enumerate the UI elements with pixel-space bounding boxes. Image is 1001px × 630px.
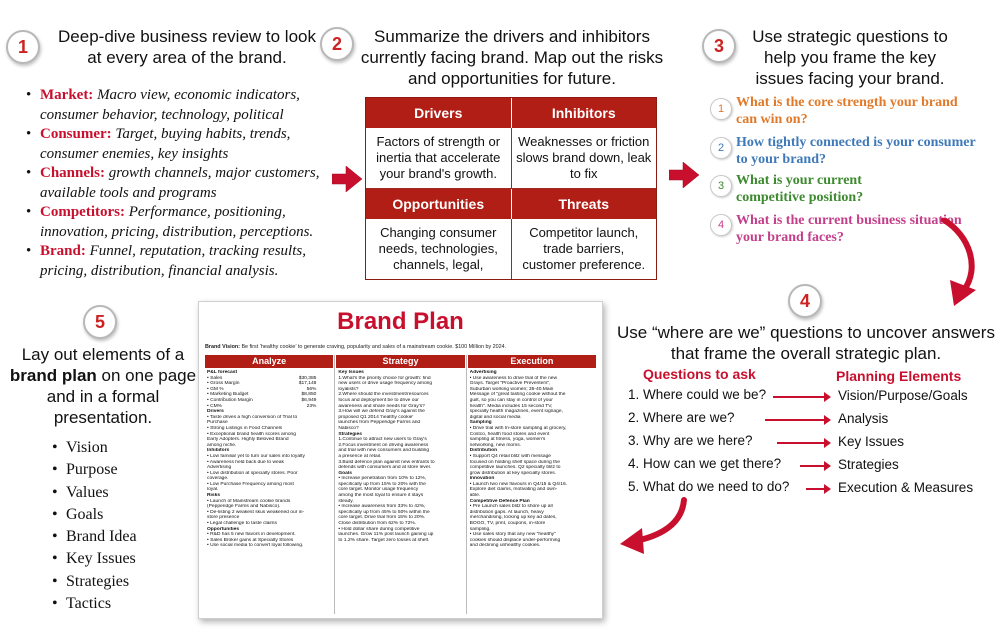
brand-plan-columns [204, 355, 597, 614]
drivers-header: Drivers [366, 98, 512, 128]
analyze-header: Analyze [205, 355, 333, 368]
section-heading: Competitive Defence Plan [469, 498, 530, 504]
plan-line: health". Media includes 15 second TV, [469, 403, 553, 409]
execution-column [467, 355, 597, 614]
plan-line: loyal. [207, 487, 219, 493]
arrow-right-icon [773, 396, 829, 398]
step-3-heading: Use strategic questions to help you frame the key issues facing your brand. [752, 27, 948, 88]
step-4-heading: Use “where are we” questions to uncover answers that frame the overall strategic plan. [617, 323, 995, 363]
section-heading: Risks [207, 493, 221, 499]
question-3-badge: 3 [710, 175, 732, 197]
review-area-key: Brand: [40, 243, 86, 259]
plan-line: digital and social media [469, 414, 521, 420]
plan-line: focus and deployment be to drive our [338, 397, 419, 403]
section-heading: Drivers [207, 409, 224, 415]
plan-line: Explore diet claims, motivating and own- [469, 487, 558, 493]
plan-line: 2.Where should the investment/resources [338, 392, 429, 398]
plan-line: launches from Pepperidge Farms and [338, 420, 421, 426]
plan-line: • Exceptional brand health scores among [207, 431, 296, 437]
plan-line: • Low Purchase Frequency among most [207, 481, 294, 487]
arrow-right-icon [806, 488, 829, 490]
opportunities-header: Opportunities [366, 189, 512, 219]
review-area-text: Macro view, economic indicators, consumer behavior, technology, political [40, 87, 300, 123]
plan-element-item: • Vision [50, 437, 190, 459]
plan-line: • Hold dollar share during competitive [338, 526, 420, 532]
plan-line: new users or drive usage frequency among [338, 381, 433, 387]
review-area-key: Consumer: [40, 126, 112, 142]
plan-line: • R&D has 5 new flavors in development. [207, 532, 296, 538]
plan-line: sampling at fitness, yoga, women's [469, 437, 546, 443]
drivers-inhibitors-grid [365, 97, 657, 280]
step-1-list [24, 86, 332, 281]
curved-arrow-icon [616, 496, 696, 560]
pl-value: 56% [306, 386, 317, 392]
plan-line: Early Adopters. Highly Beloved Brand [207, 437, 289, 443]
step-5-heading: Lay out elements of a brand plan on one page and in a formal presentation. [9, 345, 197, 427]
plan-line: steady. [338, 498, 354, 504]
plan-line: • Launch two new flavours in Q4/15 & Q4/16. [469, 481, 568, 487]
plan-element-item: • Strategies [50, 571, 190, 593]
question-1-badge: 1 [710, 98, 732, 120]
plan-line: Costco, health food stores and event [469, 431, 550, 437]
arrow-right-icon [765, 419, 829, 421]
plan-line: Grays. Target "Proactive Preventers", [469, 381, 551, 387]
plan-line: • Support Q4 retail blitz with message [469, 453, 552, 459]
planning-element-1: Vision/Purpose/Goals [838, 388, 968, 403]
review-area-item [24, 125, 332, 164]
plan-line: a presence at retail. [338, 453, 382, 459]
question-row-3: 3. Why are we here? [628, 433, 753, 448]
plan-element-item: • Key Issues [50, 548, 190, 570]
plan-line: • Use social media to convert loyal following. [207, 543, 304, 549]
strategy-column [335, 355, 466, 614]
plan-element-item: • Tactics [50, 593, 190, 615]
plan-line: competitive launches. Q2 specialty blitz to [469, 465, 561, 471]
plan-line: specialty health magazines, event signage, [469, 409, 563, 415]
plan-line: core target. Drive trial from 15% to 20%. [338, 515, 426, 521]
plan-line: and declining unhealthy cookies. [469, 543, 541, 549]
plan-line: cookies should displace under-performing [469, 537, 561, 543]
questions-column-header: Questions to ask [643, 366, 756, 382]
execution-body [467, 368, 597, 551]
plan-line: 1.What's the priority choice for growth: find [338, 375, 431, 381]
plan-line: awareness and share needs for Gray's? [338, 403, 425, 409]
strategic-question-3: What is your current competitive position? [736, 173, 864, 205]
step-1-badge: 1 [6, 30, 40, 64]
review-area-item [24, 203, 332, 242]
plan-line: Advertising [207, 465, 232, 471]
plan-line: Nabisco? [338, 425, 359, 431]
plan-element-item: • Goals [50, 504, 190, 526]
plan-line: 1.Continue to attract new users to Gray's [338, 437, 427, 443]
pl-label: • Marketing Budget [207, 392, 249, 398]
inhibitors-text: Weaknesses or friction slows brand down, leak to fix [512, 128, 657, 188]
plan-line: • Drive trial with In-store sampling at grocery, [469, 425, 567, 431]
plan-line: • Taste drives a high conversion of Trial to [207, 414, 298, 420]
plan-line: focused on holding shelf space during the [469, 459, 560, 465]
review-area-text: Target, buying habits, trends, consumer enemies, key insights [40, 126, 291, 162]
pl-label: • Contribution Margin [207, 397, 253, 403]
section-heading: Distribution [469, 448, 498, 454]
plan-line: guilt, so you can stay in control of your [469, 397, 553, 403]
pl-value: $8,850 [301, 392, 317, 398]
plan-line: Purchase [207, 420, 228, 426]
arrow-right-icon [332, 166, 362, 192]
opportunities-text: Changing consumer needs, technologies, channels, legal, [366, 219, 512, 279]
pl-label: • GM % [207, 386, 224, 392]
plan-line: 3.Build defence plan against new entrants to [338, 459, 435, 465]
plan-line: • Increase awareness from 33% to 42%, [338, 504, 426, 510]
brand-plan-elements-list [50, 437, 190, 615]
pl-value: 23% [306, 403, 317, 409]
plan-line: (Pepperidge Farms and Nabisco). [207, 504, 281, 510]
pl-value: $30,385 [298, 375, 317, 381]
question-4-badge: 4 [710, 214, 732, 236]
plan-line: • Strong Listings in Food Channels [207, 425, 283, 431]
plan-line: specifically up from 15% to 20% with the [338, 481, 426, 487]
analyze-body [204, 368, 334, 551]
plan-line: sampling. [469, 526, 491, 532]
pl-label: • Sales [207, 375, 223, 381]
planning-element-2: Analysis [838, 411, 889, 426]
drivers-text: Factors of strength or inertia that accelerate your brand's growth. [366, 128, 512, 188]
section-heading: Innovation [469, 476, 495, 482]
strategic-question-2: How tightly connected is your consumer to your brand? [736, 135, 976, 167]
pl-value: $17,148 [298, 381, 317, 387]
plan-element-item: • Brand Idea [50, 526, 190, 548]
plan-line: 2.Focus investment on driving awareness [338, 442, 429, 448]
question-row-2: 2. Where are we? [628, 410, 735, 425]
plan-line: coverage. [207, 476, 229, 482]
arrow-right-icon [669, 162, 699, 188]
plan-line: loyalists? [338, 386, 359, 392]
plan-line: merchandising, locking up key ad dates, [469, 515, 557, 521]
review-area-item [24, 242, 332, 281]
strategic-question-1: What is the core strength your brand can win on? [736, 95, 958, 127]
arrow-right-icon [800, 465, 829, 467]
review-area-text: Funnel, reputation, tracking results, pricing, distribution, financial analysis. [40, 243, 306, 279]
brand-plan-title: Brand Plan [337, 308, 464, 335]
plan-line: networking, new moms. [469, 442, 522, 448]
step-2-heading: Summarize the drivers and inhibitors currently facing brand. Map out the risks and opportunities for future. [360, 27, 664, 88]
plan-line: Message of "great tasting cookie without the [469, 392, 566, 398]
plan-line: specifically up from 45% to 50% within the [338, 509, 430, 515]
step-4-badge: 4 [788, 284, 822, 318]
step-5-badge: 5 [83, 305, 117, 339]
arrow-right-icon [777, 442, 829, 444]
pl-label: • Gross Margin [207, 381, 240, 387]
plan-line: among the most loyal to ensure it stays [338, 493, 424, 499]
plan-element-item: • Values [50, 482, 190, 504]
review-area-key: Market: [40, 87, 94, 103]
pl-label: • CM% [207, 403, 223, 409]
threats-header: Threats [512, 189, 657, 219]
brand-plan-document [198, 301, 603, 619]
review-area-key: Channels: [40, 165, 106, 181]
step-1-heading: Deep-dive business review to look at every area of the brand. [58, 27, 316, 67]
plan-line: distribution gaps. At launch, heavy [469, 509, 544, 515]
plan-line: able. [469, 493, 481, 499]
planning-column-header: Planning Elements [836, 368, 962, 384]
review-area-key: Competitors: [40, 204, 125, 220]
question-row-1: 1. Where could we be? [628, 387, 767, 402]
plan-line: • Low familiar yet to turn our sales into loyalty [207, 453, 305, 459]
analyze-column [204, 355, 335, 614]
planning-element-3: Key Issues [838, 434, 905, 449]
plan-line: • Launch of Mainstream cookie brands [207, 498, 291, 504]
plan-line: Close distribution from 62% to 72%. [338, 521, 417, 527]
strategy-body [335, 368, 465, 545]
pl-value: $6,949 [301, 397, 317, 403]
inhibitors-header: Inhibitors [512, 98, 657, 128]
question-row-4: 4. How can we get there? [628, 456, 782, 471]
section-heading: Key Issues [338, 370, 364, 375]
plan-line: store presence [207, 515, 240, 521]
review-area-item [24, 86, 332, 125]
step-3-badge: 3 [702, 29, 736, 63]
plan-line: • Awareness held back due to weak [207, 459, 284, 465]
plan-line: • Use sales story that any new "healthy" [469, 532, 556, 538]
plan-line: to 1.2% share. Target zero losses at shelf. [338, 537, 430, 543]
plan-line: and trial with new consumers and building [338, 448, 430, 454]
strategy-header: Strategy [336, 355, 464, 368]
threats-text: Competitor launch, trade barriers, customer preference. [512, 219, 657, 279]
plan-line: • Legal challenge to taste claims [207, 521, 277, 527]
section-heading: Strategies [338, 431, 362, 437]
review-area-text: Performance, positioning, innovation, pricing, distribution, perceptions. [40, 204, 314, 240]
plan-line: 3.How will we defend Gray's against the [338, 409, 425, 415]
plan-line: • Use awareness to drive trial of the new [469, 375, 557, 381]
question-row-5: 5. What do we need to do? [628, 479, 790, 494]
plan-line: among niche. [207, 442, 237, 448]
plan-element-item: • Purpose [50, 459, 190, 481]
plan-line: • De-listing 2 weakest skus weakened our in- [207, 509, 305, 515]
section-heading: Goals [338, 470, 352, 476]
strategic-question-4: What is the current business situation your brand faces? [736, 213, 962, 245]
plan-line: proposed Q1 2014 'healthy cookie' [338, 414, 414, 420]
step-2-badge: 2 [320, 27, 354, 61]
review-area-item [24, 164, 332, 203]
plan-line: Suburban working women; 35-40.Main [469, 386, 554, 392]
execution-header: Execution [468, 355, 596, 368]
planning-element-5: Execution & Measures [838, 480, 974, 495]
plan-line: core target. Monitor usage frequency [338, 487, 419, 493]
plan-line: defends with consumers and at store level. [338, 465, 432, 471]
question-2-badge: 2 [710, 137, 732, 159]
pl-forecast-heading: P&L forecast [207, 370, 238, 375]
plan-line: • Sales Broker gains at Specialty Stores [207, 537, 294, 543]
section-heading: Inhibitors [207, 448, 230, 454]
brand-vision: Brand Vision: Be first ‘healthy cookie’ to generate craving, popularity and sales of a mainstream cookie. $100 Million by 2024. [205, 344, 507, 350]
curved-arrow-icon [930, 218, 990, 308]
plan-line: • Pre Launch sales blitz to shore up all [469, 504, 553, 510]
review-area-text: growth channels, major customers, available tools and programs [40, 165, 320, 201]
plan-line: • Low distribution at specialty stores. Poor [207, 470, 298, 476]
planning-element-4: Strategies [838, 457, 899, 472]
plan-line: launches. Grow 11% post launch gaining up [338, 532, 434, 538]
section-heading: Sampling [469, 420, 492, 426]
section-heading: Opportunities [207, 526, 240, 532]
plan-line: BOGO, TV, print, coupons, in-store [469, 521, 546, 527]
plan-line: • Increase penetration from 10% to 12%, [338, 476, 427, 482]
plan-line: grow distribution at key specialty stores. [469, 470, 557, 476]
section-heading: Advertising [469, 370, 497, 375]
